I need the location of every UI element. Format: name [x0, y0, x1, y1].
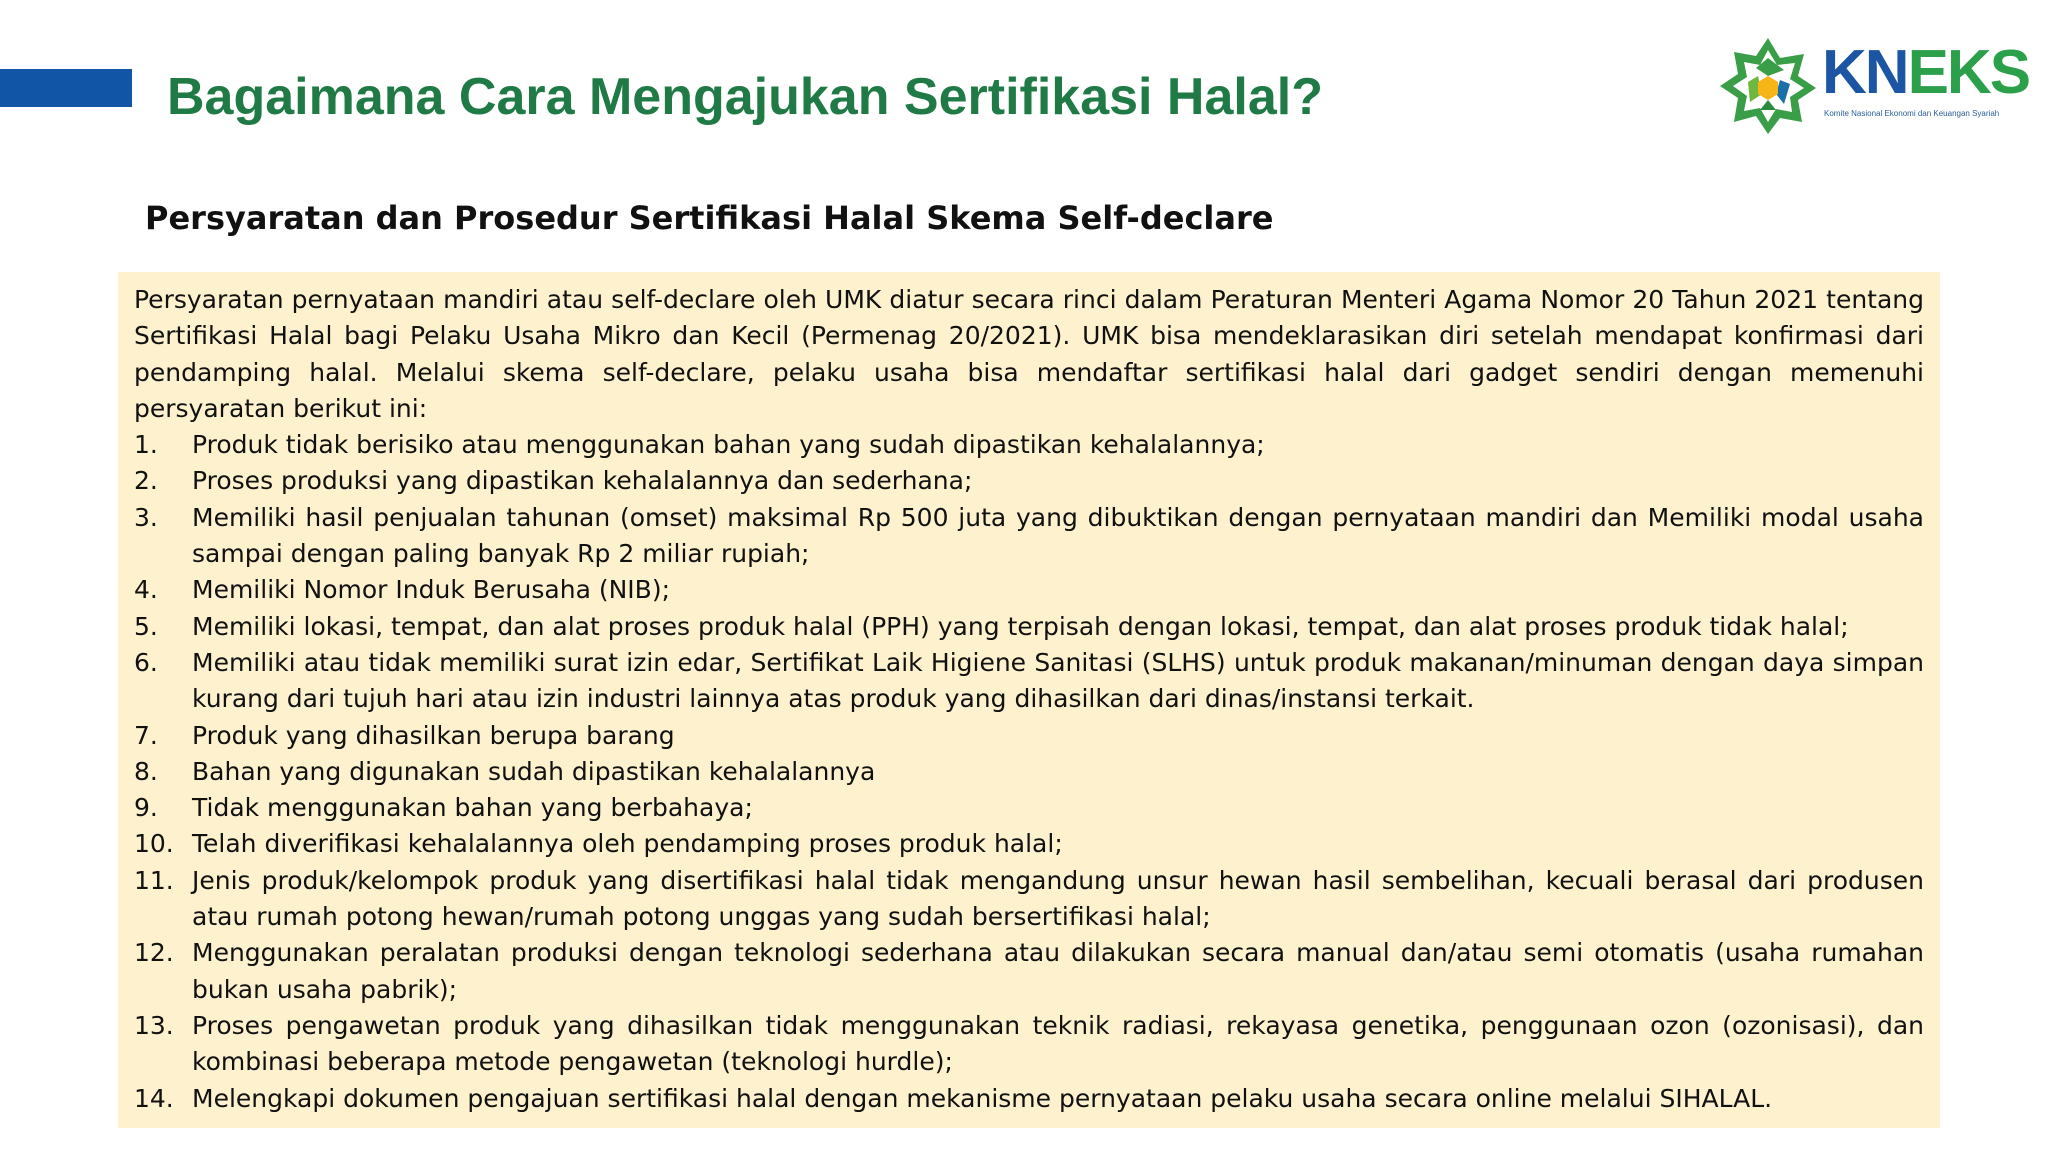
requirement-item — [134, 826, 1924, 862]
requirement-text: Memiliki hasil penjualan tahunan (omset) maksimal Rp 500 juta yang dibuktikan dengan pernyataan mandiri dan Memiliki modal usaha sampai dengan paling banyak Rp 2 miliar rupiah; — [192, 502, 1924, 569]
requirement-item — [134, 1008, 1924, 1081]
requirement-number: 2. — [134, 466, 158, 496]
requirement-text: Memiliki Nomor Induk Berusaha (NIB); — [192, 575, 671, 605]
requirement-number: 10. — [134, 829, 174, 859]
requirement-number: 8. — [134, 756, 158, 786]
requirement-text: Proses pengawetan produk yang dihasilkan tidak menggunakan teknik radiasi, rekayasa genetika, penggunaan ozon (ozonisasi), dan kombinasi beberapa metode pengawetan (teknologi hurdle); — [192, 1010, 1924, 1077]
requirement-item — [134, 790, 1924, 826]
kneks-logo — [1718, 36, 2028, 136]
requirement-item — [134, 863, 1924, 936]
requirement-item — [134, 754, 1924, 790]
requirement-number: 7. — [134, 720, 158, 750]
requirements-content — [134, 282, 1924, 1117]
requirement-item — [134, 1081, 1924, 1117]
requirement-number: 5. — [134, 611, 158, 641]
requirement-text: Produk tidak berisiko atau menggunakan bahan yang sudah dipastikan kehalalannya; — [192, 430, 1265, 460]
requirement-text: Telah diverifikasi kehalalannya oleh pendamping proses produk halal; — [192, 829, 1063, 859]
requirement-number: 9. — [134, 793, 158, 823]
requirement-item — [134, 609, 1924, 645]
requirement-text: Jenis produk/kelompok produk yang disertifikasi halal tidak mengandung unsur hewan hasil sembelihan, kecuali berasal dari produsen atau rumah potong hewan/rumah potong unggas yang sudah bersertifikasi halal; — [192, 865, 1924, 932]
requirement-text: Tidak menggunakan bahan yang berbahaya; — [192, 793, 753, 823]
requirement-number: 12. — [134, 938, 174, 968]
requirement-item — [134, 500, 1924, 573]
requirement-item — [134, 718, 1924, 754]
intro-paragraph: Persyaratan pernyataan mandiri atau self-declare oleh UMK diatur secara rinci dalam Peraturan Menteri Agama Nomor 20 Tahun 2021 tentang Sertifikasi Halal bagi Pelaku Usaha Mikro dan Kecil (Permenag 20/2021). UMK bisa mendeklarasikan diri setelah mendapat konfirmasi dari pendamping halal. Melalui skema self-declare, pelaku usaha bisa mendaftar sertifikasi halal dari gadget sendiri dengan memenuhi persyaratan berikut ini: — [134, 285, 1924, 423]
requirement-number: 1. — [134, 430, 158, 460]
logo-wordmark: KNEKS — [1822, 38, 2030, 107]
requirement-item — [134, 645, 1924, 718]
kneks-star-logo-icon — [1718, 36, 1818, 136]
requirement-text: Melengkapi dokumen pengajuan sertifikasi halal dengan mekanisme pernyataan pelaku usaha secara online melalui SIHALAL. — [192, 1083, 1773, 1113]
requirement-item — [134, 935, 1924, 1008]
requirements-list — [134, 427, 1924, 1117]
requirement-number: 11. — [134, 865, 174, 895]
requirement-text: Menggunakan peralatan produksi dengan teknologi sederhana atau dilakukan secara manual dan/atau semi otomatis (usaha rumahan bukan usaha pabrik); — [192, 938, 1924, 1004]
requirement-text: Produk yang dihasilkan berupa barang — [192, 720, 675, 750]
requirement-number: 14. — [134, 1083, 174, 1113]
section-subtitle: Persyaratan dan Prosedur Sertifikasi Halal Skema Self-declare — [145, 199, 1274, 237]
requirement-text: Bahan yang digunakan sudah dipastikan kehalalannya — [192, 756, 876, 786]
requirement-text: Memiliki lokasi, tempat, dan alat proses produk halal (PPH) yang terpisah dengan lokasi, tempat, dan alat proses produk tidak halal; — [192, 611, 1849, 641]
logo-tagline: Komite Nasional Ekonomi dan Keuangan Syariah — [1824, 109, 2000, 118]
requirement-number: 3. — [134, 502, 158, 532]
header-accent-bar — [0, 69, 132, 107]
requirement-text: Memiliki atau tidak memiliki surat izin edar, Sertifikat Laik Higiene Sanitasi (SLHS) untuk produk makanan/minuman dengan daya simpan kurang dari tujuh hari atau izin industri lainnya atas produk yang dihasilkan dari dinas/instansi terkait. — [192, 647, 1924, 714]
page-title: Bagaimana Cara Mengajukan Sertifikasi Halal? — [167, 68, 1323, 126]
requirement-item — [134, 463, 1924, 499]
requirement-text: Proses produksi yang dipastikan kehalalannya dan sederhana; — [192, 466, 973, 496]
requirement-item — [134, 572, 1924, 608]
requirement-number: 13. — [134, 1010, 174, 1040]
requirement-number: 6. — [134, 647, 158, 677]
requirement-number: 4. — [134, 575, 158, 605]
requirements-panel — [118, 272, 1940, 1128]
requirement-item — [134, 427, 1924, 463]
